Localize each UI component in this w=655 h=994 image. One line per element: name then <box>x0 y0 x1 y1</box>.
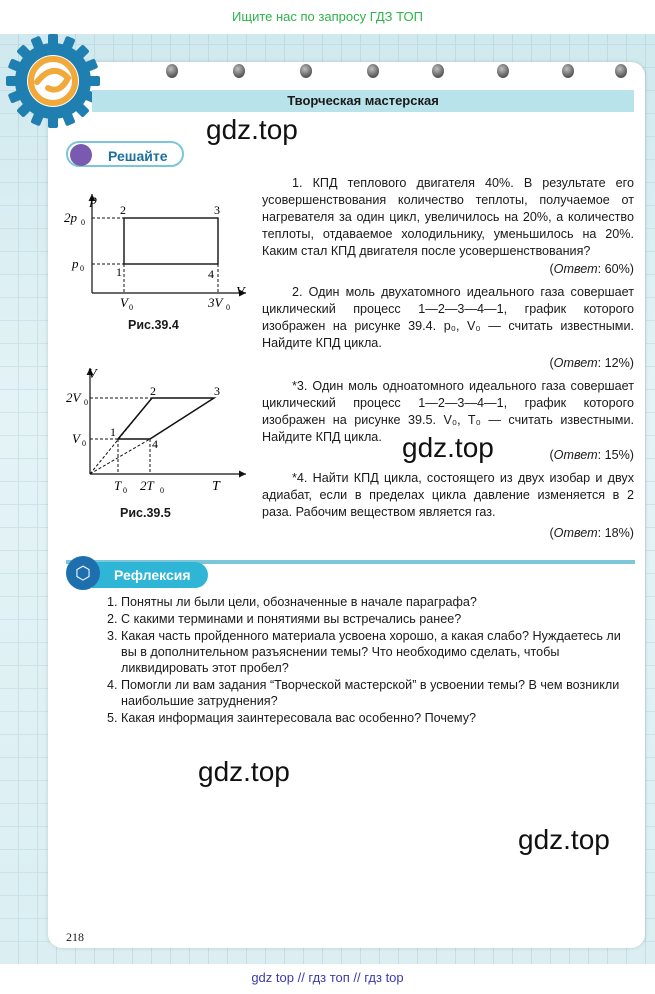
binder-ring-icon <box>562 64 574 78</box>
problem-1: 1. КПД теплового двигателя 40%. В результате его усовершенствования количество теплоты, получаемое от нагревателя за один цикл, увеличилось на 20%, а количество теплоты, отдаваемое холодильнику, уменьшилось на 20%. Каким стал КПД двигателя после усовершенствования? <box>262 176 634 258</box>
fig2-point-4: 4 <box>152 437 158 451</box>
fig2-x-tick-2t: 2T <box>140 478 154 493</box>
fig2-point-3: 3 <box>214 384 220 398</box>
fig2-sub: 0 <box>123 486 127 495</box>
section-title: Творческая мастерская <box>92 90 634 112</box>
problem-4: *4. Найти КПД цикла, состоящего из двух изобар и двух адиабат, если в пределах цикла давление изменяется в 2 раза. Рабочим веществом является газ. <box>262 471 634 519</box>
list-item: 5. Какая информация заинтересовала вас особенно? Почему? <box>107 711 477 725</box>
fig1-point-1: 1 <box>116 265 122 279</box>
list-item: 4. Помогли ли вам задания “Творческой мастерской” в усвоении темы? В чем возникли наибольшие затруднения? <box>107 678 620 708</box>
list-item: 3. Какая часть пройденного материала усвоена хорошо, а какая слабо? Нуждаетесь ли вы в дополнительном разъяснении темы? Что необходимо сделать, чтобы ликвидировать этот пробел? <box>107 629 621 675</box>
figure-39-4 <box>60 188 260 318</box>
watermark: gdz.top <box>402 432 494 463</box>
problem-2: 2. Один моль двухатомного идеального газа совершает циклический процесс 1—2—3—4—1, график которого изображен на рисунке 39.4. p₀, V₀ — считать известными. Найдите КПД цикла. <box>262 285 634 350</box>
watermark: gdz.top <box>518 824 610 855</box>
fig1-x-tick-3v: 3V <box>208 295 223 310</box>
binder-ring-icon <box>300 64 312 78</box>
gear-logo-icon <box>4 32 102 130</box>
top-banner[interactable]: Ищите нас по запросу ГДЗ ТОП <box>232 9 423 24</box>
fig1-sub: 0 <box>129 303 133 312</box>
fig1-sub: 0 <box>226 303 230 312</box>
fig1-y-tick-2p: 2p <box>64 210 77 225</box>
binder-ring-icon <box>432 64 444 78</box>
fig2-sub: 0 <box>82 439 86 448</box>
binder-ring-icon <box>497 64 509 78</box>
answer-1: (Ответ: 60%) <box>549 262 634 276</box>
watermark: gdz.top <box>198 756 290 787</box>
fig1-point-2: 2 <box>120 203 126 217</box>
page-number: 218 <box>66 930 84 944</box>
binder-ring-icon <box>166 64 178 78</box>
fig1-sub: 0 <box>80 264 84 273</box>
reflection-list <box>107 594 637 727</box>
fig2-axis-x-label: T <box>212 479 220 494</box>
fig1-cycle <box>124 218 218 264</box>
fig2-caption: Рис.39.5 <box>120 506 171 520</box>
fig1-axis-x-label: V <box>236 285 245 300</box>
solve-dot-icon <box>70 144 92 166</box>
solve-label <box>66 141 184 167</box>
fig1-sub: 0 <box>81 218 85 227</box>
fig1-axis-y-label: p <box>90 193 97 208</box>
watermark: gdz.top <box>206 114 298 145</box>
fig1-point-3: 3 <box>214 203 220 217</box>
fig2-y-tick-v: V <box>72 431 80 446</box>
list-item: 2. С какими терминами и понятиями вы встречались ранее? <box>107 612 462 626</box>
fig2-x-tick-t: T <box>114 478 122 493</box>
fig1-caption: Рис.39.4 <box>128 318 179 332</box>
answer-2: (Ответ: 12%) <box>549 356 634 370</box>
fig2-point-2: 2 <box>150 384 156 398</box>
fig2-sub: 0 <box>84 398 88 407</box>
answer-4: (Ответ: 18%) <box>549 526 634 540</box>
figure-39-5 <box>62 362 262 500</box>
list-item: 1. Понятны ли были цели, обозначенные в начале параграфа? <box>107 595 477 609</box>
fig2-cycle <box>118 398 214 439</box>
fig2-y-tick-2v: 2V <box>66 390 81 405</box>
binder-ring-icon <box>615 64 627 78</box>
problem-3: *3. Один моль одноатомного идеального газа совершает циклический процесс 1—2—3—4—1, график которого изображен на рисунке 39.5. V₀, T₀ — считать известными. Найдите КПД цикла. <box>262 379 634 444</box>
fig1-y-tick-p: p <box>72 256 79 271</box>
fig1-x-tick-v: V <box>120 295 128 310</box>
molecule-icon: ⬡ <box>66 556 100 590</box>
binder-ring-icon <box>367 64 379 78</box>
answer-3: (Ответ: 15%) <box>549 448 634 462</box>
bottom-banner[interactable]: gdz top // гдз топ // гдз top <box>251 970 404 985</box>
fig2-axis-y-label: V <box>88 367 97 382</box>
fig1-point-4: 4 <box>208 267 214 281</box>
fig2-sub: 0 <box>160 486 164 495</box>
fig2-point-1: 1 <box>110 425 116 439</box>
reflection-label: Рефлексия <box>92 562 208 588</box>
binder-ring-icon <box>233 64 245 78</box>
solve-label-text: Решайте <box>108 148 168 164</box>
